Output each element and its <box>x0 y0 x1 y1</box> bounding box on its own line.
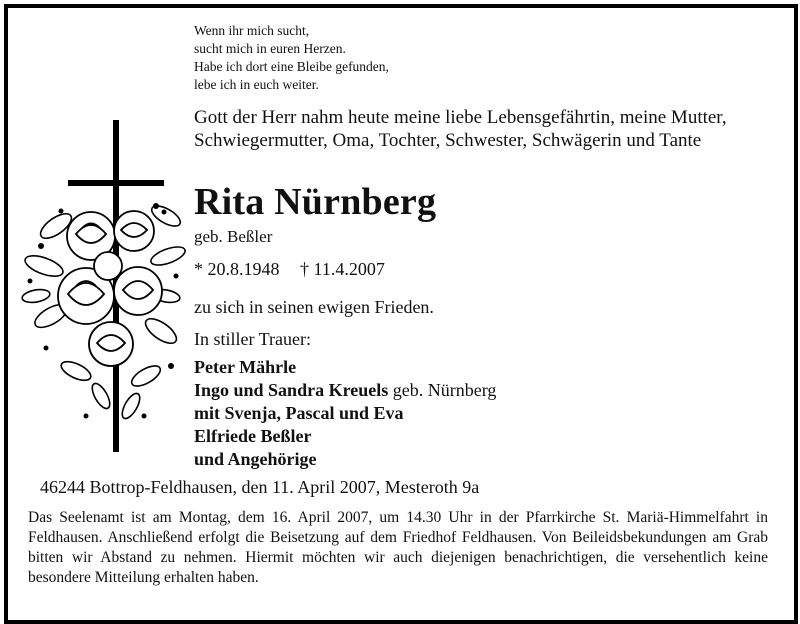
deceased-name: Rita Nürnberg <box>194 181 437 223</box>
poem <box>194 22 389 94</box>
mourner: Elfriede Beßler <box>194 426 312 446</box>
death-date: † 11.4.2007 <box>300 259 385 279</box>
birth-name: geb. Beßler <box>194 227 273 246</box>
mourner: mit Svenja, Pascal und Eva <box>194 403 404 423</box>
mourner <box>194 379 496 402</box>
poem-line: Habe ich dort eine Bleibe gefunden, <box>194 59 389 74</box>
poem-line: sucht mich in euren Herzen. <box>194 41 346 56</box>
address-line: 46244 Bottrop-Feldhausen, den 11. April 2007, Mesteroth 9a <box>40 477 480 497</box>
mourning-label: In stiller Trauer: <box>194 329 311 349</box>
poem-line: lebe ich in euch weiter. <box>194 77 319 92</box>
life-dates <box>194 258 401 280</box>
mourners-list <box>194 356 496 471</box>
intro-text: Gott der Herr nahm heute meine liebe Lebensgefährtin, meine Mutter, Schwiegermutter, Oma, Tochter, Schwester, Schwägerin und Tante <box>194 107 727 151</box>
mourner: und Angehörige <box>194 449 317 469</box>
mourner: Peter Mährle <box>194 357 297 377</box>
mourner-birth-name: geb. Nürnberg <box>388 380 497 400</box>
poem-line: Wenn ihr mich sucht, <box>194 23 310 38</box>
peace-line: zu sich in seinen ewigen Frieden. <box>194 297 434 317</box>
funeral-notice: Das Seelenamt ist am Montag, dem 16. April 2007, um 14.30 Uhr in der Pfarrkirche St. Mariä-Himmelfahrt in Feldhausen. Anschließend erfolgt die Beisetzung auf dem Friedhof Feldhausen. Von Beileidsbekundungen am Grab bitten wir Abstand zu nehmen. Hiermit möchten wir auch diejenigen benachrichtigen, die versehentlich keine besondere Mitteilung erhalten haben. <box>28 509 768 586</box>
birth-date: * 20.8.1948 <box>194 259 280 279</box>
obituary-notice <box>4 4 798 624</box>
mourner-name: Ingo und Sandra Kreuels <box>194 380 389 400</box>
cross-with-roses-icon <box>16 116 186 456</box>
